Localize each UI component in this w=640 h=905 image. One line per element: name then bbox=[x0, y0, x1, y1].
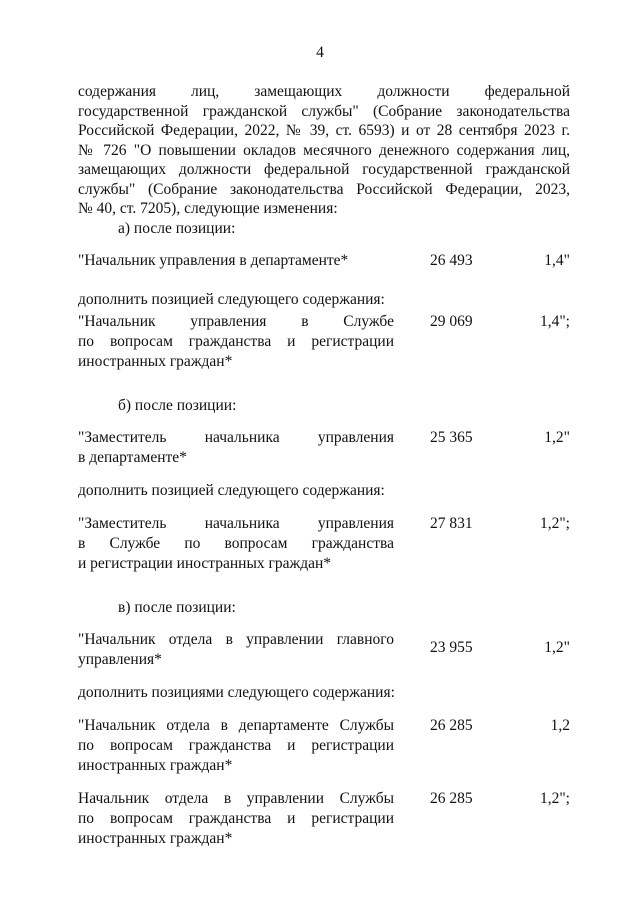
page-number: 4 bbox=[316, 44, 324, 61]
position-line: "Начальник управления в Службе bbox=[78, 312, 394, 330]
salary-value: 26 493 bbox=[430, 252, 473, 269]
position-name bbox=[78, 428, 394, 468]
coefficient-value: 1,4" bbox=[544, 252, 570, 269]
intro-line: замещающих должности федеральной государственной гражданской bbox=[78, 161, 570, 178]
coefficient-value: 1,2" bbox=[544, 429, 570, 446]
position-line: иностранных граждан* bbox=[78, 829, 233, 847]
section-v-heading: в) после позиции: bbox=[118, 598, 236, 616]
position-name bbox=[78, 514, 394, 574]
position-line: Начальник отдела в управлении Службы bbox=[78, 789, 394, 807]
position-line: "Начальник отдела в управлении главного bbox=[78, 631, 394, 648]
section-a-add-text: дополнить позицией следующего содержания: bbox=[78, 291, 385, 308]
position-line: "Начальник отдела в департаменте Службы bbox=[78, 716, 394, 734]
coefficient-value: 1,2 bbox=[550, 716, 570, 734]
intro-line: службы" (Собрание законодательства Российской Федерации, 2023, bbox=[78, 180, 570, 198]
position-name bbox=[78, 312, 394, 372]
intro-line: содержания лиц, замещающих должности федеральной bbox=[78, 83, 570, 100]
position-line: по вопросам гражданства и регистрации bbox=[78, 332, 394, 350]
section-b-heading: б) после позиции: bbox=[118, 396, 237, 414]
position-row bbox=[78, 514, 570, 574]
position-row bbox=[78, 630, 570, 670]
position-row bbox=[78, 251, 570, 271]
salary-value: 27 831 bbox=[430, 514, 473, 532]
intro-line: государственной гражданской службы" (Собрание законодательства bbox=[78, 102, 570, 120]
position-line: управления* bbox=[78, 651, 162, 668]
document-body bbox=[78, 82, 570, 849]
intro-line: № 726 "О повышении окладов месячного денежного содержания лиц, bbox=[78, 141, 570, 159]
position-line: в департаменте* bbox=[78, 449, 187, 466]
position-row bbox=[78, 789, 570, 849]
salary-value: 25 365 bbox=[430, 429, 473, 446]
section-b-add-text: дополнить позицией следующего содержания: bbox=[78, 482, 385, 499]
position-line: в Службе по вопросам гражданства bbox=[78, 534, 394, 552]
salary-value: 26 285 bbox=[430, 716, 473, 734]
section-a-heading: а) после позиции: bbox=[118, 219, 236, 237]
position-line: по вопросам гражданства и регистрации bbox=[78, 736, 394, 754]
intro-line: № 40, ст. 7205), следующие изменения: bbox=[78, 200, 338, 217]
salary-value: 26 285 bbox=[430, 789, 473, 807]
position-line: по вопросам гражданства и регистрации bbox=[78, 809, 394, 827]
position-row bbox=[78, 716, 570, 776]
position-line: "Заместитель начальника управления bbox=[78, 514, 394, 532]
position-line: "Начальник управления в департаменте* bbox=[78, 252, 349, 269]
coefficient-value: 1,2"; bbox=[539, 514, 570, 532]
position-name bbox=[78, 789, 394, 849]
salary-value: 29 069 bbox=[430, 312, 473, 330]
position-line: и регистрации иностранных граждан* bbox=[78, 554, 332, 572]
intro-paragraph bbox=[78, 82, 570, 219]
section-v-add-text: дополнить позициями следующего содержания: bbox=[78, 684, 395, 701]
salary-value: 23 955 bbox=[430, 639, 473, 656]
coefficient-value: 1,2"; bbox=[539, 789, 570, 807]
coefficient-value: 1,4"; bbox=[539, 312, 570, 330]
position-row bbox=[78, 428, 570, 468]
position-line: иностранных граждан* bbox=[78, 756, 233, 774]
position-name bbox=[78, 251, 394, 271]
position-name bbox=[78, 716, 394, 776]
position-line: иностранных граждан* bbox=[78, 352, 233, 370]
position-name bbox=[78, 630, 394, 670]
position-line: "Заместитель начальника управления bbox=[78, 429, 394, 446]
intro-line: Российской Федерации, 2022, № 39, ст. 6593) и от 28 сентября 2023 г. bbox=[78, 122, 570, 139]
coefficient-value: 1,2" bbox=[544, 639, 570, 656]
position-row bbox=[78, 312, 570, 372]
